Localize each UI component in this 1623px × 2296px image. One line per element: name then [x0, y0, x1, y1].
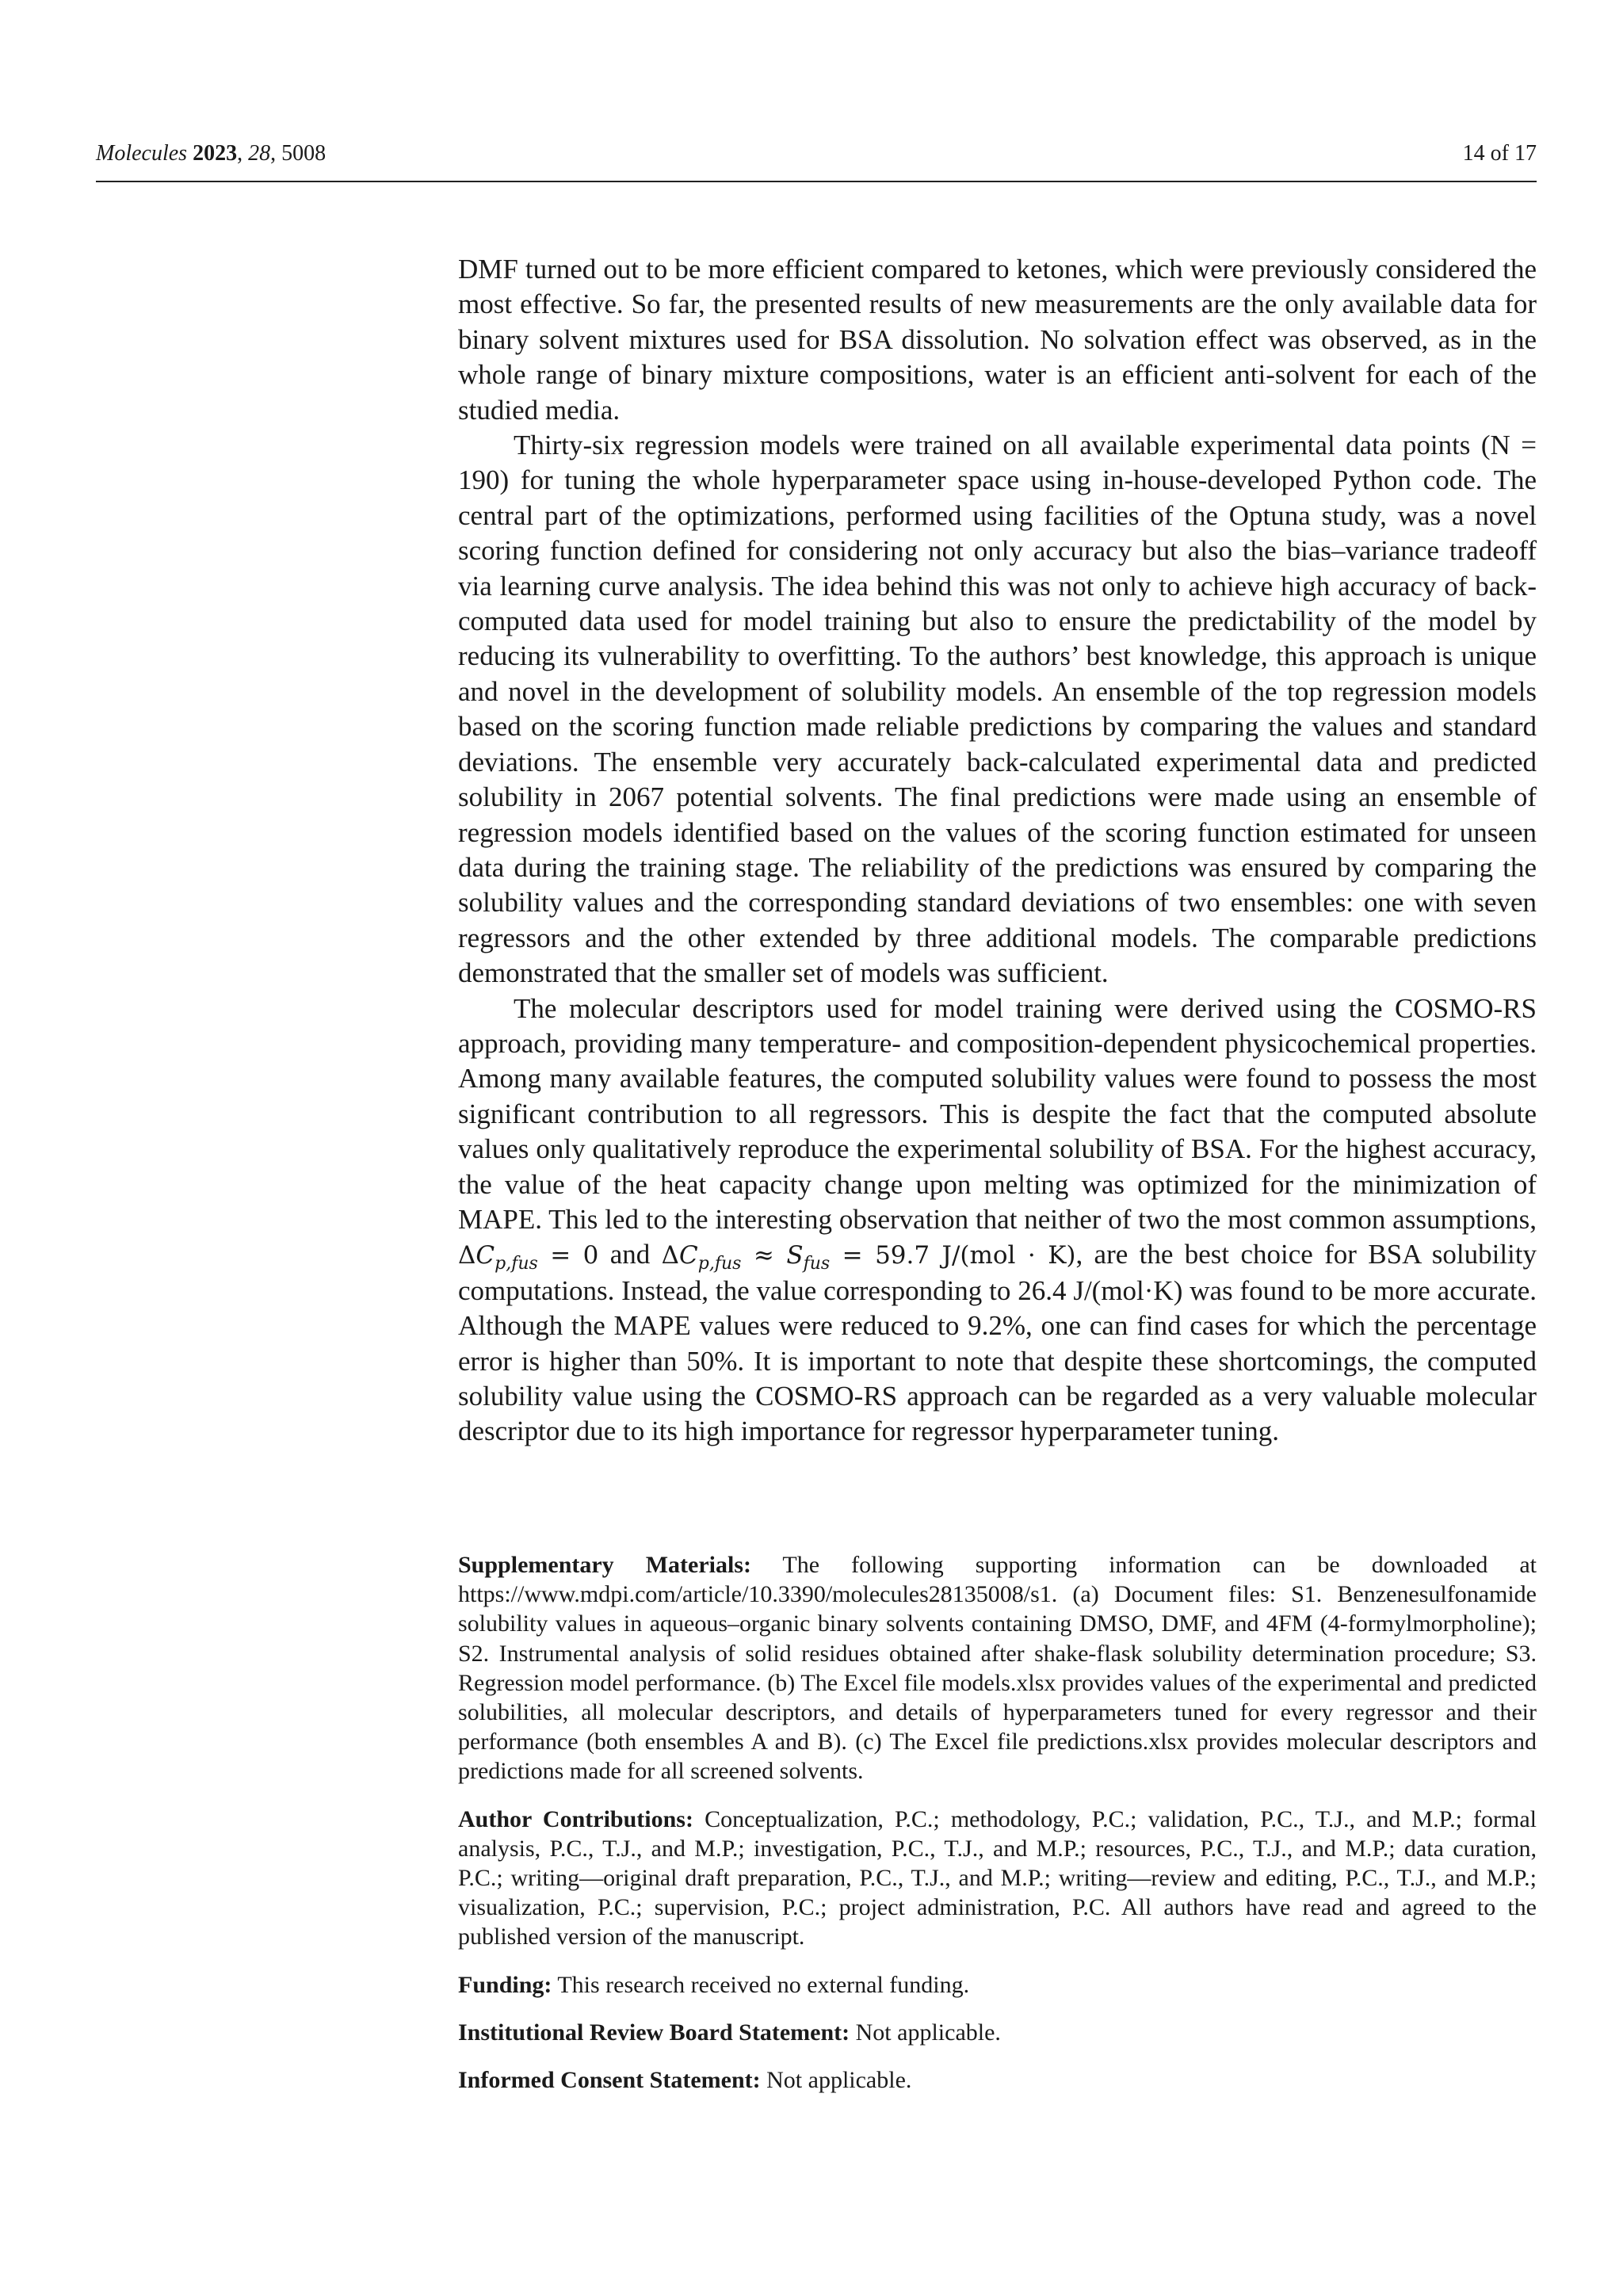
article-number: 5008 — [281, 141, 327, 166]
paragraph-3-part-1: The molecular descriptors used for model training were derived using the COSMO-RS approach, providing many temperature- and composition-dependent physicochemical properties. Among many available features, the computed solubility values were found to possess the most significant contribution to all regressors. This is despite the fact that the computed absolute values only qualitatively reproduce the experimental solubility of BSA. For the highest accuracy, the value of the heat capacity change upon melting was optimized for the minimization of MAPE. This led to the interesting observation that neither of two the most common assumptions, — [458, 992, 1537, 1235]
page-number: 14 of 17 — [1462, 141, 1537, 166]
funding-statement — [458, 1970, 1537, 2000]
irb-label: Institutional Review Board Statement: — [458, 2019, 850, 2046]
paragraph-3-part-2: , are the best choice for BSA solubility computations. Instead, the value corresponding to 26.4 J/(mol·K) was found to be more accurate. Although the MAPE values were reduced to 9.2%, one can find cases for which the percentage error is higher than 50%. It is important to note that despite these shortcomings, the computed solubility value using the COSMO-RS approach can be regarded as a very valuable molecular descriptor due to its high importance for regressor hyperparameter tuning. — [458, 1239, 1537, 1447]
consent-label: Informed Consent Statement: — [458, 2067, 761, 2094]
main-text — [458, 252, 1537, 1450]
journal-volume: 28 — [248, 141, 271, 166]
journal-name: Molecules — [96, 141, 188, 166]
journal-citation: Molecules 2023, 28, 5008 — [96, 141, 327, 166]
equation-value: 59.7 J/(mol · K) — [875, 1241, 1076, 1270]
funding-text: This research received no external funding. — [552, 1971, 970, 1998]
consent-text: Not applicable. — [760, 2067, 912, 2094]
contributions-label: Author Contributions: — [458, 1805, 693, 1832]
irb-text: Not applicable. — [850, 2019, 1001, 2046]
journal-year: 2023 — [193, 141, 238, 166]
paragraph-2: Thirty-six regression models were trained on all available experimental data points (N = 190) for tuning the whole hyperparameter space using in-house-developed Python code. The central part of the optimizations, performed using facilities of the Optuna study, was a novel scoring function defined for considering not only accuracy but also the bias–variance tradeoff via learning curve analysis. The idea behind this was not only to achieve high accuracy of back-computed data used for model training but also to ensure the predictability of the model by reducing its vulnerability to overfitting. To the authors’ best knowledge, this approach is unique and novel in the development of solubility models. An ensemble of the top regression models based on the scoring function made reliable predictions by comparing the values and standard deviations. The ensemble very accurately back-calculated experimental data and predicted solubility in 2067 potential solvents. The final predictions were made using an ensemble of regression models identified based on the values of the scoring function estimated for unseen data during the training stage. The reliability of the predictions was ensured by comparing the solubility values and the corresponding standard deviations of two ensembles: one with seven regressors and the other extended by three additional models. The comparable predictions demonstrated that the smaller set of models was sufficient. — [458, 430, 1537, 989]
paragraph-3 — [458, 991, 1537, 1450]
back-matter — [458, 1550, 1537, 2113]
conjunction-and: and — [609, 1239, 651, 1270]
contributions-text: Conceptualization, P.C.; methodology, P.C.; validation, P.C., T.J., and M.P.; formal analysis, P.C., T.J., and M.P.; investigation, P.C., T.J., and M.P.; resources, P.C., T.J., and M.P.; data curation, P.C.; writing—original draft preparation, P.C., T.J., and M.P.; writing—review and editing, P.C., T.J., and M.P.; visualization, P.C.; supervision, P.C.; project administration, P.C. All authors have read and agreed to the published version of the manuscript. — [458, 1805, 1537, 1950]
page-header — [96, 141, 1537, 182]
paragraph-1: DMF turned out to be more efficient compared to ketones, which were previously considered the most effective. So far, the presented results of new measurements are the only available data for binary solvent mixtures used for BSA dissolution. No solvation effect was observed, as in the whole range of binary mixture compositions, water is an efficient anti-solvent for each of the studied media. — [458, 254, 1537, 426]
supplementary-materials — [458, 1550, 1537, 1786]
consent-statement — [458, 2065, 1537, 2095]
funding-label: Funding: — [458, 1971, 552, 1998]
supplementary-label: Supplementary Materials: — [458, 1552, 751, 1578]
equation-delta-cp-zero: $\Delta C_{p,fus} = 0$ — [458, 1241, 599, 1274]
author-contributions — [458, 1805, 1537, 1952]
supplementary-text: The following supporting information can be downloaded at https://www.mdpi.com/article/10.3390/molecules28135008/s1. (a) Document files: S1. Benzenesulfonamide solubility values in aqueous–organic binary solvents containing DMSO, DMF, and 4FM (4-formylmorpholine); S2. Instrumental analysis of solid residues obtained after shake-flask solubility determination procedure; S3. Regression model performance. (b) The Excel file models.xlsx provides values of the experimental and predicted solubilities, all molecular descriptors, and details of hyperparameters tuned for every regressor and their performance (both ensembles A and B). (c) The Excel file predictions.xlsx provides molecular descriptors and predictions made for all screened solvents. — [458, 1552, 1537, 1785]
irb-statement — [458, 2018, 1537, 2047]
equation-delta-cp-entropy: $\Delta C_{p,fus} \approx S_{fus}$ = — [661, 1241, 876, 1274]
